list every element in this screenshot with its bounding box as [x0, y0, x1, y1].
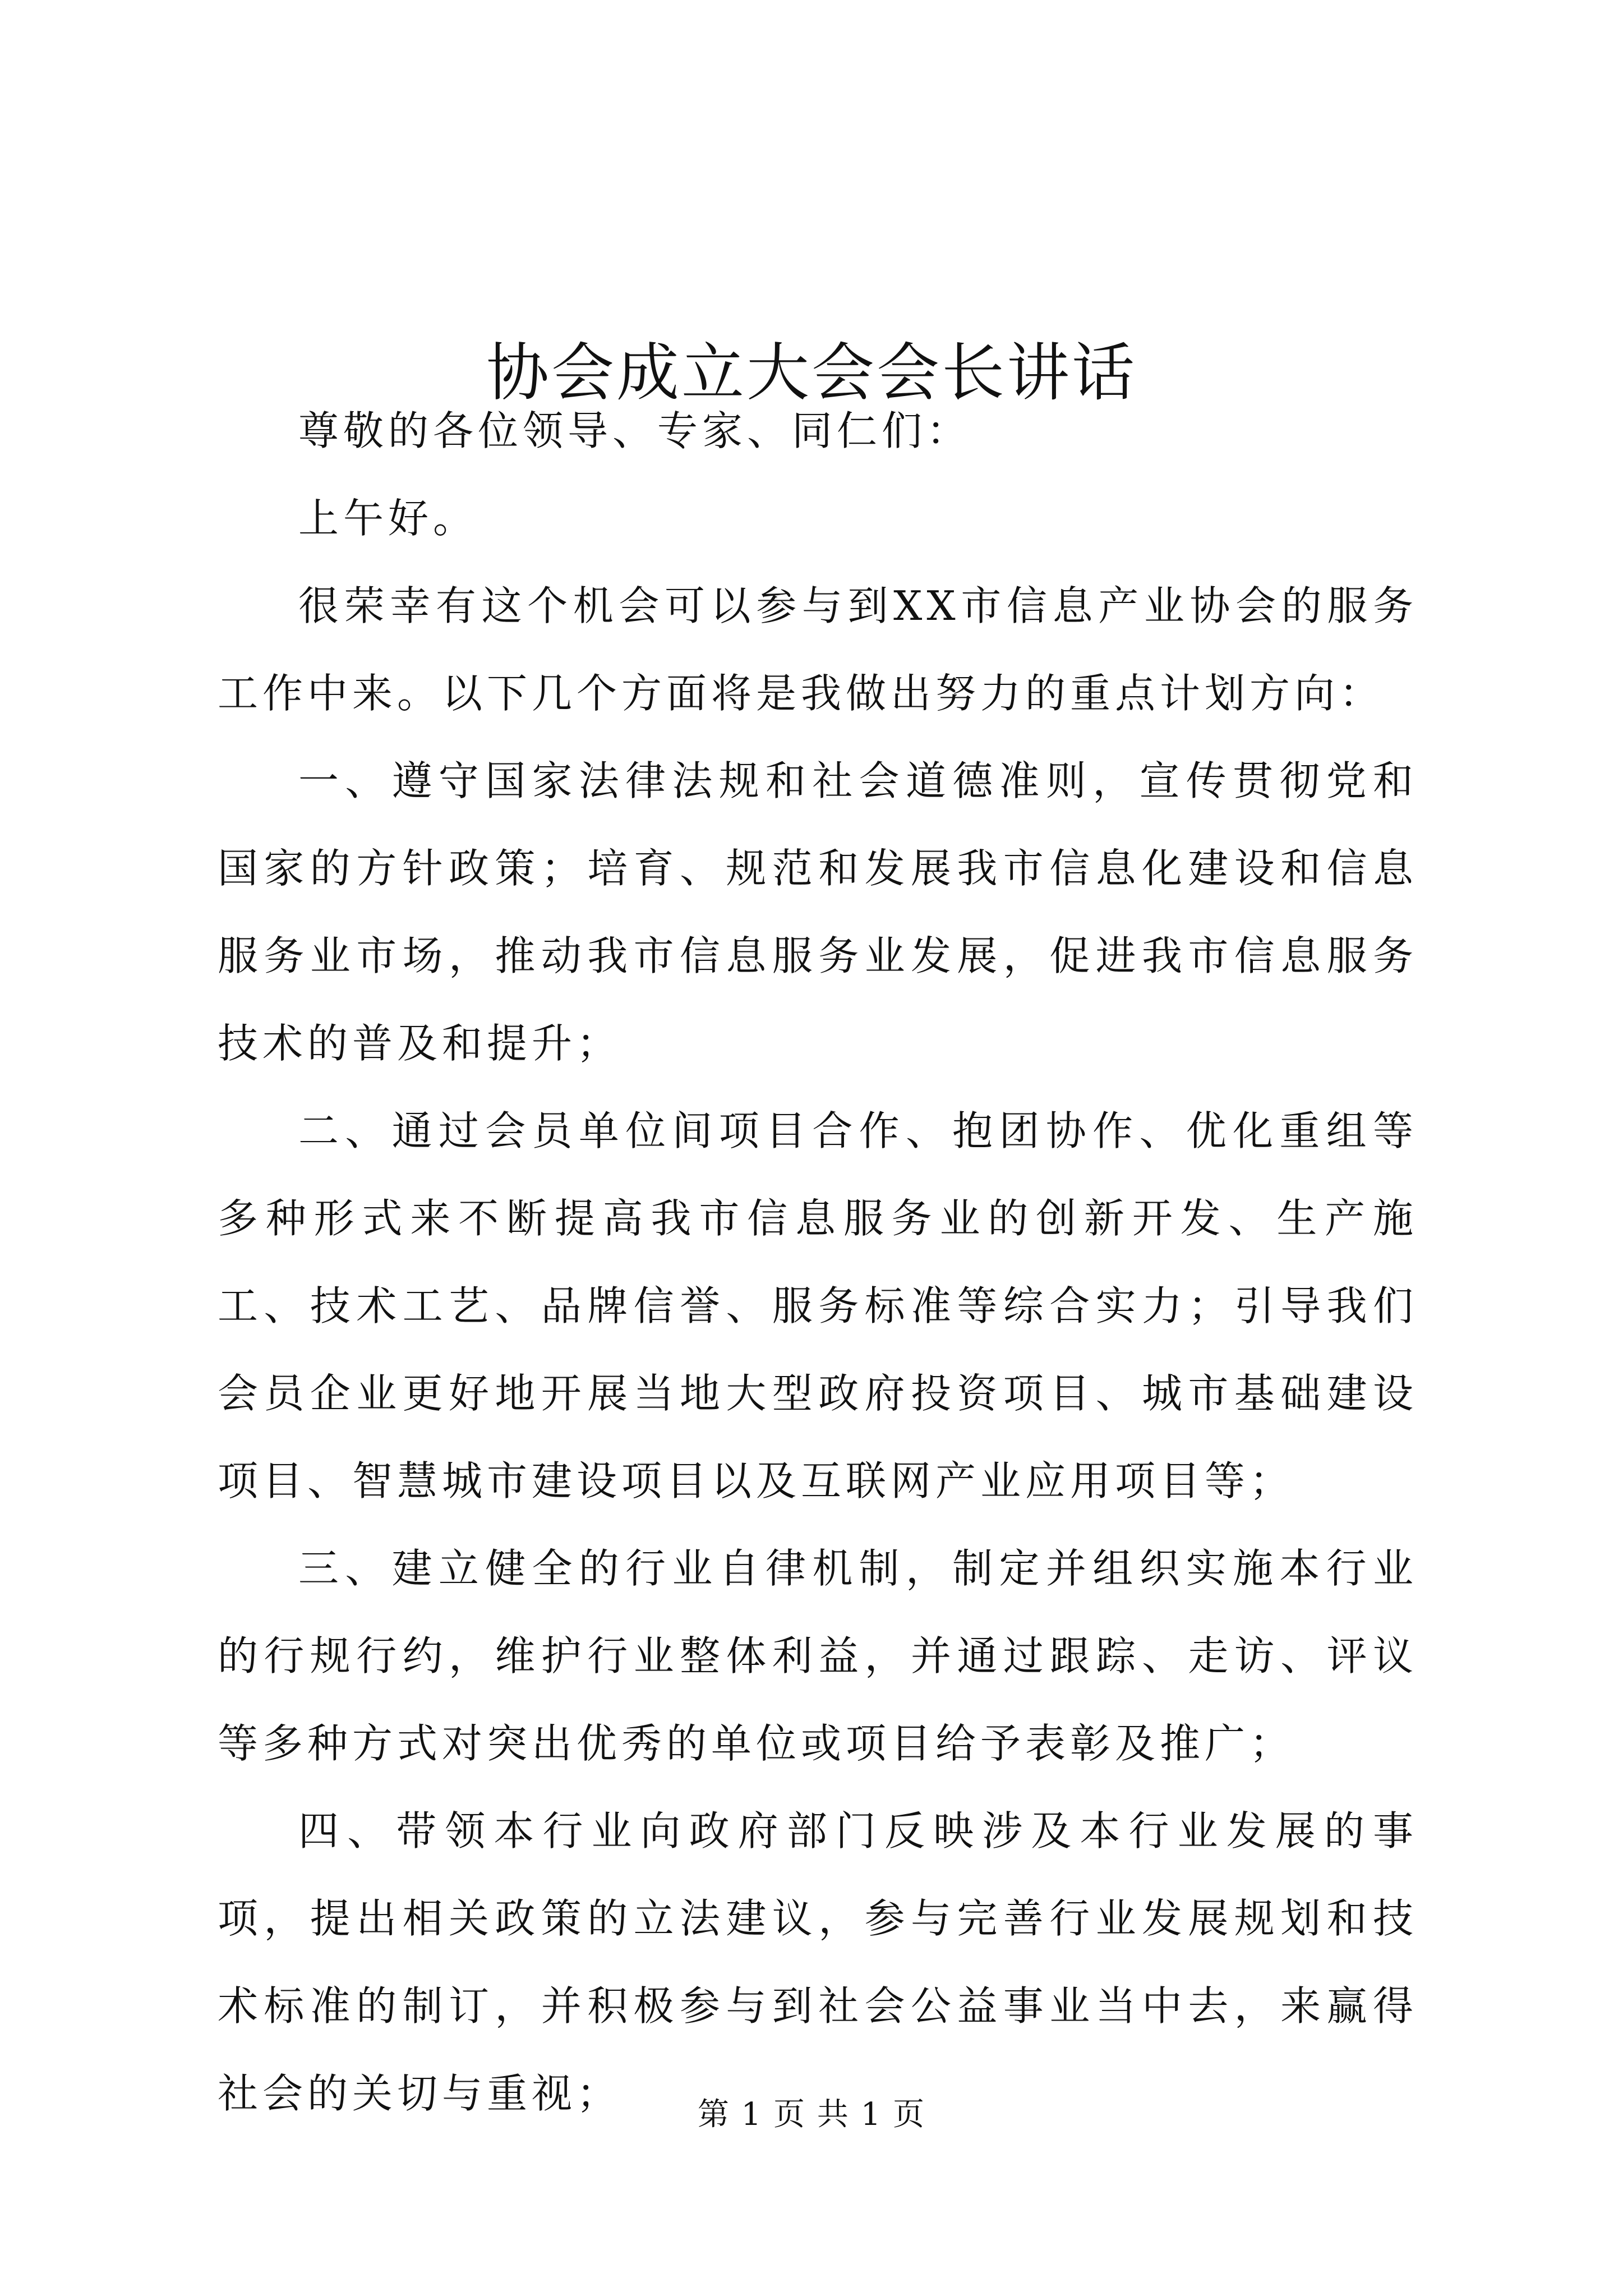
document-title: 协会成立大会会长讲话	[486, 337, 1137, 410]
point-three-paragraph: 三、建立健全的行业自律机制，制定并组织实施本行业的行规行约，维护行业整体利益，并通过跟踪、走访、评议等多种方式对突出优秀的单位或项目给予表彰及推广；	[218, 1545, 1418, 1767]
intro-paragraph: 很荣幸有这个机会可以参与到XX市信息产业协会的服务工作中来。以下几个方面将是我做出努力的重点计划方向：	[218, 582, 1418, 717]
salutation-paragraph: 尊敬的各位领导、专家、同仁们：	[298, 407, 972, 454]
point-one-paragraph: 一、遵守国家法律法规和社会道德准则，宣传贯彻党和国家的方针政策；培育、规范和发展我市信息化建设和信息服务业市场，推动我市信息服务业发展，促进我市信息服务技术的普及和提升；	[218, 757, 1418, 1067]
document-body	[218, 387, 1418, 2137]
point-four-paragraph: 四、带领本行业向政府部门反映涉及本行业发展的事项，提出相关政策的立法建议，参与完善行业发展规划和技术标准的制订，并积极参与到社会公益事业当中去，来赢得社会的关切与重视；	[218, 1807, 1418, 2117]
greeting-paragraph: 上午好。	[298, 495, 478, 542]
point-two-paragraph: 二、通过会员单位间项目合作、抱团协作、优化重组等多种形式来不断提高我市信息服务业的创新开发、生产施工、技术工艺、品牌信誉、服务标准等综合实力；引导我们会员企业更好地开展当地大型政府投资项目、城市基础建设项目、智慧城市建设项目以及互联网产业应用项目等；	[218, 1107, 1418, 1504]
page-footer: 第 1 页 共 1 页	[697, 2096, 926, 2133]
